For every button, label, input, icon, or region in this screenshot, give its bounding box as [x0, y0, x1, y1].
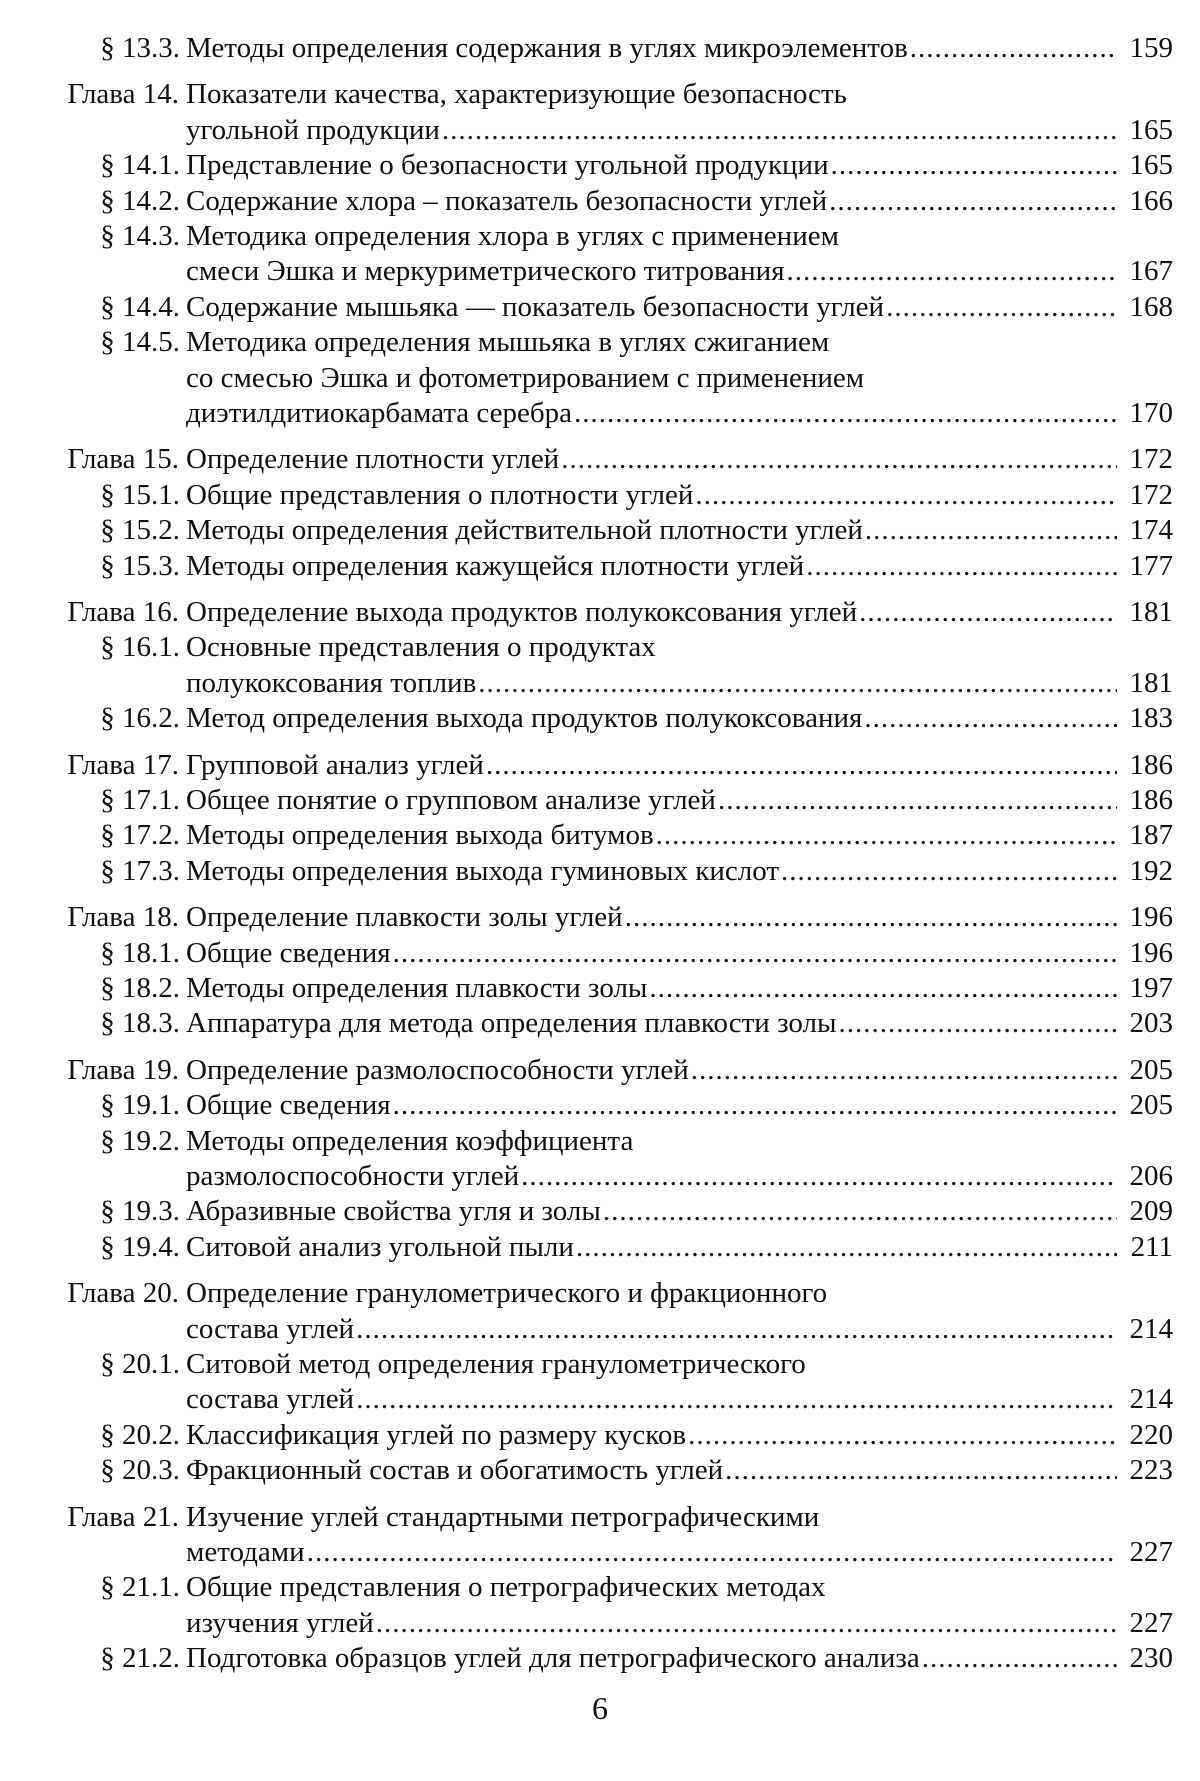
toc-title-with-leader: [186, 1381, 1117, 1417]
toc-entry-title: Представление о безопасности угольной продукции: [186, 149, 829, 182]
toc-entry-number: § 17.3.: [100, 854, 180, 887]
toc-section-entry: [0, 289, 1200, 324]
toc-section-entry: [0, 970, 1200, 1005]
toc-line: [0, 76, 1200, 111]
toc-entry-title: методами: [186, 1535, 305, 1568]
toc-line: [0, 1534, 1200, 1569]
toc-chapter-entry: [0, 441, 1200, 476]
toc-page-number: 187: [1129, 819, 1173, 852]
toc-page-number: 174: [1129, 514, 1173, 547]
toc-chapter-entry: [0, 747, 1200, 782]
toc-entry-number: § 20.1.: [100, 1348, 180, 1380]
toc-line: [0, 1417, 1200, 1452]
toc-line: [0, 289, 1200, 324]
toc-entry-number: § 15.2.: [100, 514, 180, 547]
toc-entry-number: § 21.1.: [100, 1571, 180, 1604]
toc-line: [0, 30, 1200, 65]
toc-page-number: 220: [1129, 1418, 1173, 1451]
toc-line: [0, 1569, 1200, 1604]
dot-leader: [391, 935, 1117, 971]
toc-entry-title: Общие сведения: [186, 936, 391, 969]
toc-page-number: 166: [1129, 184, 1173, 217]
toc-title-with-leader: [186, 441, 1117, 477]
toc-section-entry: [0, 477, 1200, 512]
toc-line: [0, 899, 1200, 934]
toc-line: [0, 1381, 1200, 1416]
toc-page-number: 165: [1129, 149, 1173, 182]
toc-title-with-leader: [186, 1417, 1117, 1453]
toc-title-with-leader: [186, 395, 1117, 431]
toc-section-entry: [0, 1193, 1200, 1228]
toc-entry-number: § 19.1.: [100, 1089, 180, 1122]
toc-page-number: 186: [1129, 784, 1173, 816]
toc-line: [0, 594, 1200, 629]
toc-page-number: 172: [1129, 443, 1173, 476]
toc-page-number: 196: [1129, 901, 1173, 934]
toc-entry-number: § 16.1.: [100, 631, 180, 664]
toc-section-entry: [0, 853, 1200, 888]
toc-line: [0, 477, 1200, 512]
toc-title-with-leader: [186, 700, 1117, 736]
dot-leader: [779, 853, 1117, 889]
dot-leader: [519, 1158, 1117, 1194]
toc-page-number: 214: [1129, 1312, 1173, 1345]
toc-section-entry: [0, 1640, 1200, 1675]
toc-line: [0, 1087, 1200, 1122]
dot-leader: [354, 1311, 1117, 1347]
dot-leader: [305, 1534, 1117, 1570]
toc-page-number: 214: [1129, 1383, 1173, 1416]
toc-entry-number: Глава 15.: [67, 443, 179, 476]
toc-line: [0, 782, 1200, 817]
dot-leader: [601, 1193, 1117, 1229]
toc-title-with-leader: [186, 594, 1117, 630]
toc-section-entry: [0, 1229, 1200, 1264]
toc-line: [0, 1158, 1200, 1193]
toc-entry-number: § 18.3.: [100, 1007, 180, 1040]
toc-section-entry: [0, 700, 1200, 735]
dot-leader: [920, 1640, 1117, 1676]
toc-title-with-leader: [186, 512, 1117, 548]
dot-leader: [559, 441, 1117, 477]
dot-leader: [623, 899, 1117, 935]
dot-leader: [391, 1087, 1117, 1123]
toc-line: [0, 853, 1200, 888]
toc-title-with-leader: [186, 1005, 1117, 1041]
toc-entry-number: § 19.3.: [100, 1195, 180, 1228]
toc-line: [0, 1123, 1200, 1158]
toc-page-number: 206: [1129, 1159, 1173, 1192]
toc-entry-title: Методика определения мышьяка в углях сжиганием: [186, 326, 830, 359]
toc-entry-title: Методы определения выхода битумов: [186, 819, 654, 852]
dot-leader: [829, 147, 1117, 183]
toc-entry-title: Методы определения действительной плотности углей: [186, 514, 863, 547]
toc-entry-title: смеси Эшка и меркуриметрического титрования: [186, 255, 785, 288]
toc-entry-number: § 13.3.: [100, 32, 180, 64]
toc-page-number: 159: [1129, 32, 1173, 64]
toc-page-number: 172: [1129, 478, 1173, 511]
toc-title-with-leader: [186, 30, 1117, 66]
toc-entry-title: Методика определения хлора в углях с применением: [186, 220, 839, 252]
toc-section-entry: [0, 1123, 1200, 1194]
toc-chapter-entry: [0, 594, 1200, 629]
toc-entry-number: Глава 19.: [67, 1053, 179, 1086]
toc-section-entry: [0, 30, 1200, 65]
toc-entry-number: Глава 18.: [67, 901, 179, 934]
toc-entry-number: § 17.2.: [100, 819, 180, 852]
toc-title-with-leader: [186, 970, 1117, 1006]
toc-entry-title: Аппаратура для метода определения плавкости золы: [186, 1007, 837, 1040]
toc-section-entry: [0, 1346, 1200, 1417]
dot-leader: [863, 512, 1117, 548]
toc-section-entry: [0, 183, 1200, 218]
toc-line: [0, 147, 1200, 182]
toc-entry-title: Определение размолоспособности углей: [186, 1053, 689, 1086]
toc-section-entry: [0, 1417, 1200, 1452]
toc-chapter-entry: [0, 899, 1200, 934]
toc-line: [0, 665, 1200, 700]
toc-title-with-leader: [186, 1605, 1117, 1641]
dot-leader: [484, 747, 1117, 783]
dot-leader: [440, 112, 1117, 148]
toc-section-entry: [0, 1087, 1200, 1122]
toc-entry-title: Методы определения кажущейся плотности углей: [186, 549, 805, 582]
toc-entry-title: Показатели качества, характеризующие безопасность: [186, 78, 847, 111]
toc-title-with-leader: [186, 665, 1117, 701]
toc-line: [0, 112, 1200, 147]
toc-entry-title: Определение плавкости золы углей: [186, 901, 623, 934]
dot-leader: [374, 1605, 1117, 1641]
toc-line: [0, 512, 1200, 547]
toc-page-number: 183: [1129, 702, 1173, 735]
dot-leader: [716, 782, 1117, 818]
toc-entry-number: § 16.2.: [100, 702, 180, 735]
toc-page-number: 203: [1129, 1007, 1173, 1040]
toc-entry-number: § 21.2.: [100, 1642, 180, 1675]
toc-page-number: 196: [1129, 936, 1173, 969]
toc-entry-title: размолоспособности углей: [186, 1159, 520, 1192]
toc-line: [0, 441, 1200, 476]
toc-section-entry: [0, 512, 1200, 547]
toc-title-with-leader: [186, 1193, 1117, 1229]
dot-leader: [836, 1005, 1117, 1041]
toc-title-with-leader: [186, 935, 1117, 971]
toc-line: [0, 1499, 1200, 1534]
toc-page-number: 181: [1129, 596, 1173, 628]
toc-title-with-leader: [186, 899, 1117, 935]
toc-entry-title: Общие сведения: [186, 1089, 391, 1122]
toc-chapter-entry: [0, 76, 1200, 147]
toc-line: [0, 548, 1200, 583]
toc-line: [0, 629, 1200, 664]
toc-entry-number: Глава 14.: [67, 78, 179, 111]
toc-chapter-entry: [0, 1499, 1200, 1570]
toc-entry-title: Методы определения выхода гуминовых кислот: [186, 854, 780, 887]
dot-leader: [354, 1381, 1117, 1417]
toc-page-number: 205: [1129, 1089, 1173, 1122]
toc-line: [0, 1193, 1200, 1228]
toc-title-with-leader: [186, 1534, 1117, 1570]
toc-entry-number: Глава 16.: [67, 596, 179, 628]
toc-entry-title: Методы определения плавкости золы: [186, 972, 648, 1004]
toc-entry-title: Определение плотности углей: [186, 443, 560, 476]
toc-line: [0, 1605, 1200, 1640]
dot-leader: [884, 289, 1117, 325]
toc-chapter-entry: [0, 1052, 1200, 1087]
toc-section-entry: [0, 147, 1200, 182]
toc-page-number: 167: [1129, 255, 1173, 288]
toc-page-number: 227: [1129, 1535, 1173, 1568]
toc-title-with-leader: [186, 782, 1117, 818]
toc-title-with-leader: [186, 548, 1117, 584]
toc-page-number: 211: [1130, 1230, 1173, 1263]
toc-line: [0, 935, 1200, 970]
toc-page-number: 186: [1129, 748, 1173, 781]
toc-entry-number: Глава 21.: [67, 1500, 179, 1533]
toc-section-entry: [0, 782, 1200, 817]
toc-entry-title: Абразивные свойства угля и золы: [186, 1195, 601, 1228]
toc-line: [0, 218, 1200, 253]
toc-entry-title: изучения углей: [186, 1606, 374, 1639]
toc-entry-number: § 14.3.: [100, 220, 180, 252]
toc-section-entry: [0, 935, 1200, 970]
dot-leader: [572, 395, 1117, 431]
toc-entry-number: § 15.3.: [100, 549, 180, 582]
toc-title-with-leader: [186, 853, 1117, 889]
toc-title-with-leader: [186, 747, 1117, 783]
toc-section-entry: [0, 218, 1200, 289]
dot-leader: [908, 30, 1117, 66]
toc-section-entry: [0, 1005, 1200, 1040]
toc-entry-number: § 20.3.: [100, 1454, 180, 1487]
toc-line: [0, 1052, 1200, 1087]
toc-line: [0, 1275, 1200, 1310]
toc-title-with-leader: [186, 147, 1117, 183]
toc-page-number: 168: [1129, 290, 1173, 323]
toc-entry-title: угольной продукции: [186, 113, 440, 146]
toc-line: [0, 817, 1200, 852]
dot-leader: [785, 253, 1117, 289]
toc-entry-title: диэтилдитиокарбамата серебра: [186, 396, 573, 429]
toc-page-number: 209: [1129, 1195, 1173, 1228]
toc-entry-title: Групповой анализ углей: [186, 748, 484, 781]
toc-entry-title: Методы определения содержания в углях микроэлементов: [186, 32, 908, 64]
toc-entry-title: Определение выхода продуктов полукоксования углей: [186, 596, 858, 628]
toc-entry-title: Содержание мышьяка — показатель безопасности углей: [186, 290, 885, 323]
toc-section-entry: [0, 324, 1200, 430]
toc-line: [0, 253, 1200, 288]
toc-line: [0, 700, 1200, 735]
toc-entry-title: Общие представления о петрографических методах: [186, 1571, 826, 1604]
dot-leader: [574, 1229, 1117, 1265]
toc-entry-number: § 19.2.: [100, 1124, 180, 1157]
toc-title-with-leader: [186, 1158, 1117, 1194]
toc-page-number: 197: [1129, 972, 1173, 1004]
dot-leader: [857, 594, 1117, 630]
toc-page-number: 181: [1129, 666, 1173, 699]
toc-page-number: 227: [1129, 1606, 1173, 1639]
toc-page-number: 170: [1129, 396, 1173, 429]
toc-page-number: 177: [1129, 549, 1173, 582]
toc-entry-number: § 19.4.: [100, 1230, 180, 1263]
page-number: 6: [592, 1690, 608, 1726]
toc-line: [0, 1640, 1200, 1675]
toc-section-entry: [0, 629, 1200, 700]
toc-line: [0, 1346, 1200, 1381]
dot-leader: [689, 1052, 1117, 1088]
toc-entry-title: Изучение углей стандартными петрографическими: [186, 1500, 820, 1533]
dot-leader: [862, 700, 1117, 736]
toc-title-with-leader: [186, 1640, 1117, 1676]
toc-entry-number: § 17.1.: [100, 784, 180, 816]
toc-entry-title: со смесью Эшка и фотометрированием с применением: [186, 361, 865, 394]
toc-section-entry: [0, 1452, 1200, 1487]
toc-line: [0, 1229, 1200, 1264]
toc-page-number: 192: [1129, 854, 1173, 887]
toc-line: [0, 324, 1200, 359]
toc-page-number: 223: [1129, 1454, 1173, 1487]
toc-entry-number: § 14.1.: [100, 149, 180, 182]
toc-section-entry: [0, 548, 1200, 583]
toc-entry-title: Классификация углей по размеру кусков: [186, 1418, 687, 1451]
dot-leader: [693, 477, 1117, 513]
toc-entry-number: § 15.1.: [100, 478, 180, 511]
toc-entry-title: Фракционный состав и обогатимость углей: [186, 1454, 724, 1487]
toc-entry-number: § 18.2.: [100, 972, 180, 1004]
toc-section-entry: [0, 1569, 1200, 1640]
toc-entry-title: Общие представления о плотности углей: [186, 478, 694, 511]
toc-title-with-leader: [186, 817, 1117, 853]
dot-leader: [654, 817, 1117, 853]
toc-chapter-entry: [0, 1275, 1200, 1346]
toc-entry-title: Метод определения выхода продуктов полукоксования: [186, 702, 863, 735]
toc-title-with-leader: [186, 1311, 1117, 1347]
toc-title-with-leader: [186, 183, 1117, 219]
toc-entry-number: Глава 20.: [67, 1277, 179, 1310]
toc-line: [0, 395, 1200, 430]
toc-title-with-leader: [186, 253, 1117, 289]
toc-line: [0, 183, 1200, 218]
toc-entry-title: Содержание хлора – показатель безопасности углей: [186, 184, 828, 217]
toc-entry-title: Методы определения коэффициента: [186, 1124, 634, 1157]
toc-line: [0, 1311, 1200, 1346]
toc-entry-title: Ситовой анализ угольной пыли: [186, 1230, 574, 1263]
toc-title-with-leader: [186, 289, 1117, 325]
toc-entry-title: Общее понятие о групповом анализе углей: [186, 784, 716, 816]
toc-entry-title: Ситовой метод определения гранулометрического: [186, 1348, 806, 1380]
toc-line: [0, 1452, 1200, 1487]
toc-entry-number: § 18.1.: [100, 936, 180, 969]
toc-line: [0, 1005, 1200, 1040]
toc-entry-number: § 14.4.: [100, 290, 180, 323]
toc-entry-title: полукоксования топлив: [186, 666, 477, 699]
toc-title-with-leader: [186, 477, 1117, 513]
dot-leader: [723, 1452, 1117, 1488]
toc-title-with-leader: [186, 112, 1117, 148]
dot-leader: [476, 665, 1117, 701]
toc-entry-number: § 20.2.: [100, 1418, 180, 1451]
toc-entry-title: Основные представления о продуктах: [186, 631, 656, 664]
dot-leader: [647, 970, 1117, 1006]
toc-entry-number: § 14.2.: [100, 184, 180, 217]
dot-leader: [804, 548, 1117, 584]
toc-page-number: 165: [1129, 113, 1173, 146]
toc-line: [0, 747, 1200, 782]
toc-entry-number: Глава 17.: [67, 748, 179, 781]
toc-entry-title: состава углей: [186, 1383, 355, 1416]
toc-page-number: 205: [1129, 1053, 1173, 1086]
toc-entry-number: § 14.5.: [100, 326, 180, 359]
toc-line: [0, 970, 1200, 1005]
toc-title-with-leader: [186, 1452, 1117, 1488]
toc-entry-title: Определение гранулометрического и фракционного: [186, 1277, 828, 1310]
toc-title-with-leader: [186, 1229, 1117, 1265]
toc-line: [0, 360, 1200, 395]
toc-page-number: 230: [1129, 1642, 1173, 1675]
dot-leader: [686, 1417, 1117, 1453]
toc-title-with-leader: [186, 1052, 1117, 1088]
toc-section-entry: [0, 817, 1200, 852]
toc-entry-title: состава углей: [186, 1312, 355, 1345]
dot-leader: [827, 183, 1117, 219]
toc-title-with-leader: [186, 1087, 1117, 1123]
toc-entry-title: Подготовка образцов углей для петрографического анализа: [186, 1642, 920, 1675]
